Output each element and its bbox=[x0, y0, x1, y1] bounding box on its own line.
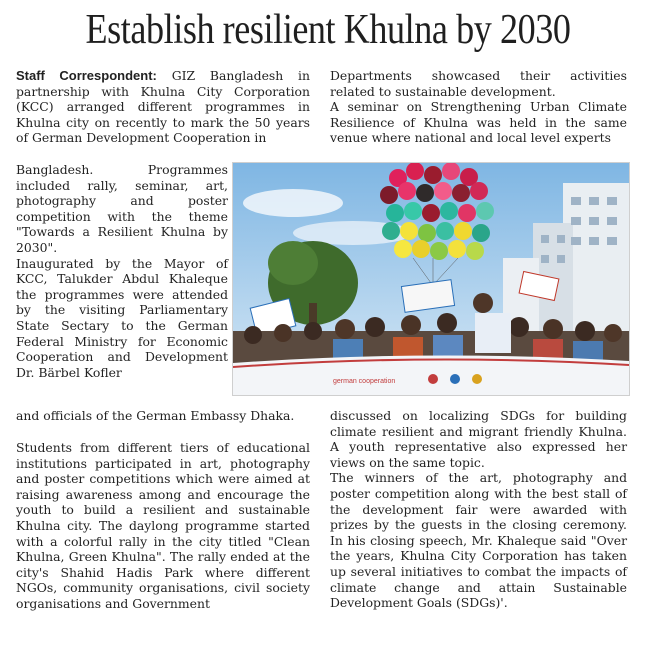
paragraph-departments: Departments showcased their activities related to sustainable development. bbox=[330, 68, 627, 99]
right-column-top bbox=[330, 68, 627, 146]
paragraph-embassy: and officials of the German Embassy Dhaka. bbox=[16, 408, 295, 423]
left-column-bottom bbox=[16, 440, 310, 612]
banner-text: german cooperation bbox=[333, 378, 396, 385]
intro-text: GIZ Bangladesh in partnership with Khulna City Corporation (KCC) arranged different programmes in Khulna city on recently to mark the 50 years of German Development Cooperation in bbox=[16, 68, 310, 146]
paragraph-sdgs: discussed on localizing SDGs for building climate resilient and migrant friendly Khulna. A youth representative also expressed her views on the same topic. bbox=[330, 408, 627, 470]
headline: Establish resilient Khulna by 2030 bbox=[85, 7, 571, 53]
paragraph-students: Students from different tiers of educational institutions participated in art, photography and poster competitions which were aimed at raising awareness among and encourage the youth to build a resilient and sustainable Khulna city. The daylong programme started with a colorful rally in the city titled "Clean Khulna, Green Khulna". The rally ended at the city's Shahid Hadis Park where different NGOs, community organisations, civil society organisations and Government bbox=[16, 440, 310, 611]
paragraph-programmes: Bangladesh. Programmes included rally, seminar, art, photography and poster competition with the theme "Towards a Resilient Khulna by 2030". bbox=[16, 162, 228, 255]
rally-photo-illustration bbox=[233, 163, 629, 395]
left-column-below-photo bbox=[16, 408, 310, 424]
paragraph-seminar: A seminar on Strengthening Urban Climate Resilience of Khulna was held in the same venue where national and local level experts bbox=[330, 99, 627, 146]
rally-photo bbox=[232, 162, 630, 396]
paragraph-intro bbox=[16, 68, 310, 146]
paragraph-inauguration: Inaugurated by the Mayor of KCC, Talukder Abdul Khaleque the programmes were attended by the visiting Parliamentary State Sectary to the German Federal Ministry for Economic Cooperation and Development Dr. Bärbel Kofler bbox=[16, 255, 228, 380]
paragraph-winners: The winners of the art, photography and poster competition along with the best stall of the development fair were awarded with prizes by the guests in the closing ceremony. In his closing speech, Mr. Khaleque said "Over the years, Khulna City Corporation has taken up several initiatives to combat the impacts of climate change and attain Sustainable Development Goals (SDGs)'. bbox=[330, 470, 627, 611]
byline: Staff Correspondent: bbox=[16, 68, 157, 83]
right-column-bottom bbox=[330, 408, 627, 611]
left-column-beside-photo bbox=[16, 162, 228, 380]
left-column-top bbox=[16, 68, 310, 146]
